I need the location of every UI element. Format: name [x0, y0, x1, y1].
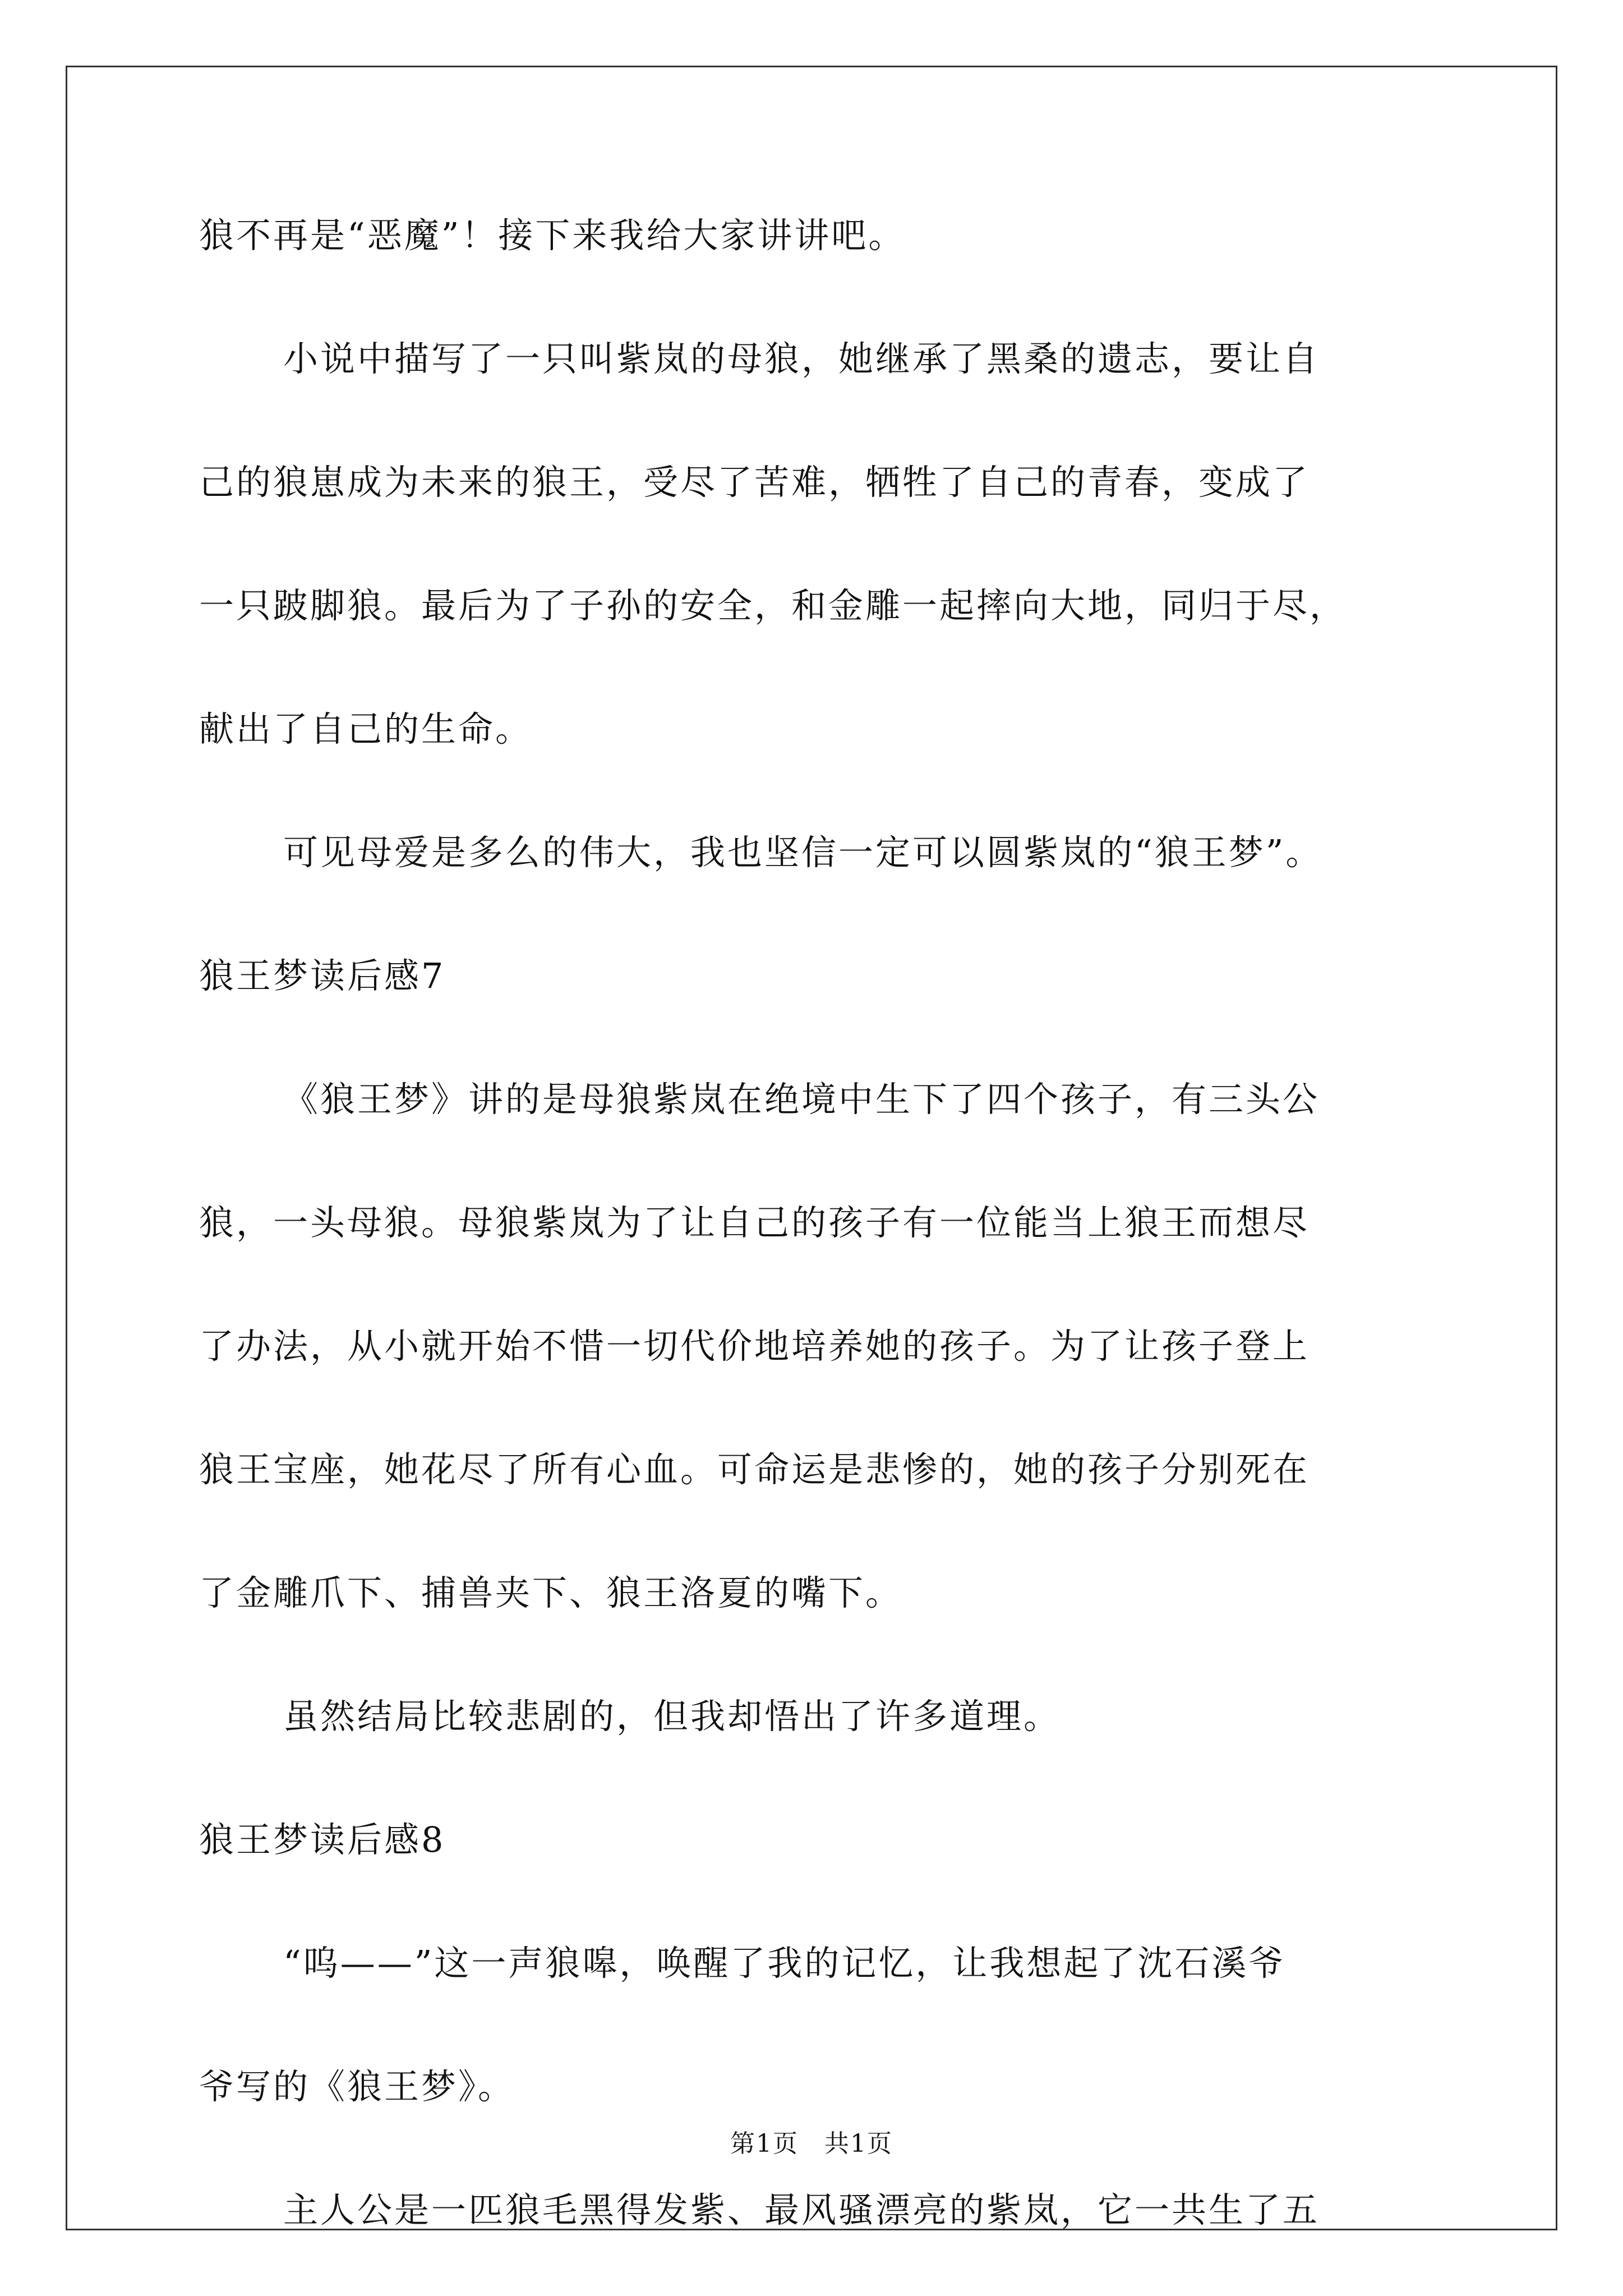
- paragraph-line: 主人公是一匹狼毛黑得发紫、最风骚漂亮的紫岚，它一共生了五: [283, 2189, 1320, 2230]
- paragraph-line: 可见母爱是多么的伟大，我也坚信一定可以圆紫岚的“狼王梦”。: [283, 832, 1323, 873]
- text-line: 献出了自己的生命。: [199, 708, 533, 749]
- text-line: 己的狼崽成为未来的狼王，受尽了苦难，牺牲了自己的青春，变成了: [199, 462, 1310, 503]
- paragraph-line: 《狼王梦》讲的是母狼紫岚在绝境中生下了四个孩子，有三头公: [283, 1079, 1320, 1120]
- text-line: 狼王宝座，她花尽了所有心血。可命运是悲惨的，她的孩子分别死在: [199, 1449, 1310, 1490]
- page-border: [66, 66, 1557, 2230]
- paragraph-line: 小说中描写了一只叫紫岚的母狼，她继承了黑桑的遗志，要让自: [283, 338, 1320, 379]
- section-heading: 狼王梦读后感8: [199, 1819, 446, 1860]
- text-line: 一只跛脚狼。最后为了子孙的安全，和金雕一起摔向大地，同归于尽，: [199, 585, 1347, 626]
- text-line: 爷写的《狼王梦》。: [199, 2066, 515, 2107]
- text-line: 了办法，从小就开始不惜一切代价地培养她的孩子。为了让孩子登上: [199, 1326, 1310, 1366]
- text-line: 了金雕爪下、捕兽夹下、狼王洛夏的嘴下。: [199, 1572, 903, 1613]
- paragraph-line: “呜——”这一声狼嗥，唤醒了我的记忆，让我想起了沈石溪爷: [283, 1943, 1286, 1984]
- paragraph-line: 虽然结局比较悲剧的，但我却悟出了许多道理。: [283, 1696, 1061, 1737]
- text-line: 狼，一头母狼。母狼紫岚为了让自己的孩子有一位能当上狼王而想尽: [199, 1202, 1310, 1243]
- text-line: 狼不再是“恶魔”！接下来我给大家讲讲吧。: [199, 215, 906, 256]
- page-footer: 第1页 共1页: [730, 2129, 893, 2158]
- section-heading: 狼王梦读后感7: [199, 955, 446, 996]
